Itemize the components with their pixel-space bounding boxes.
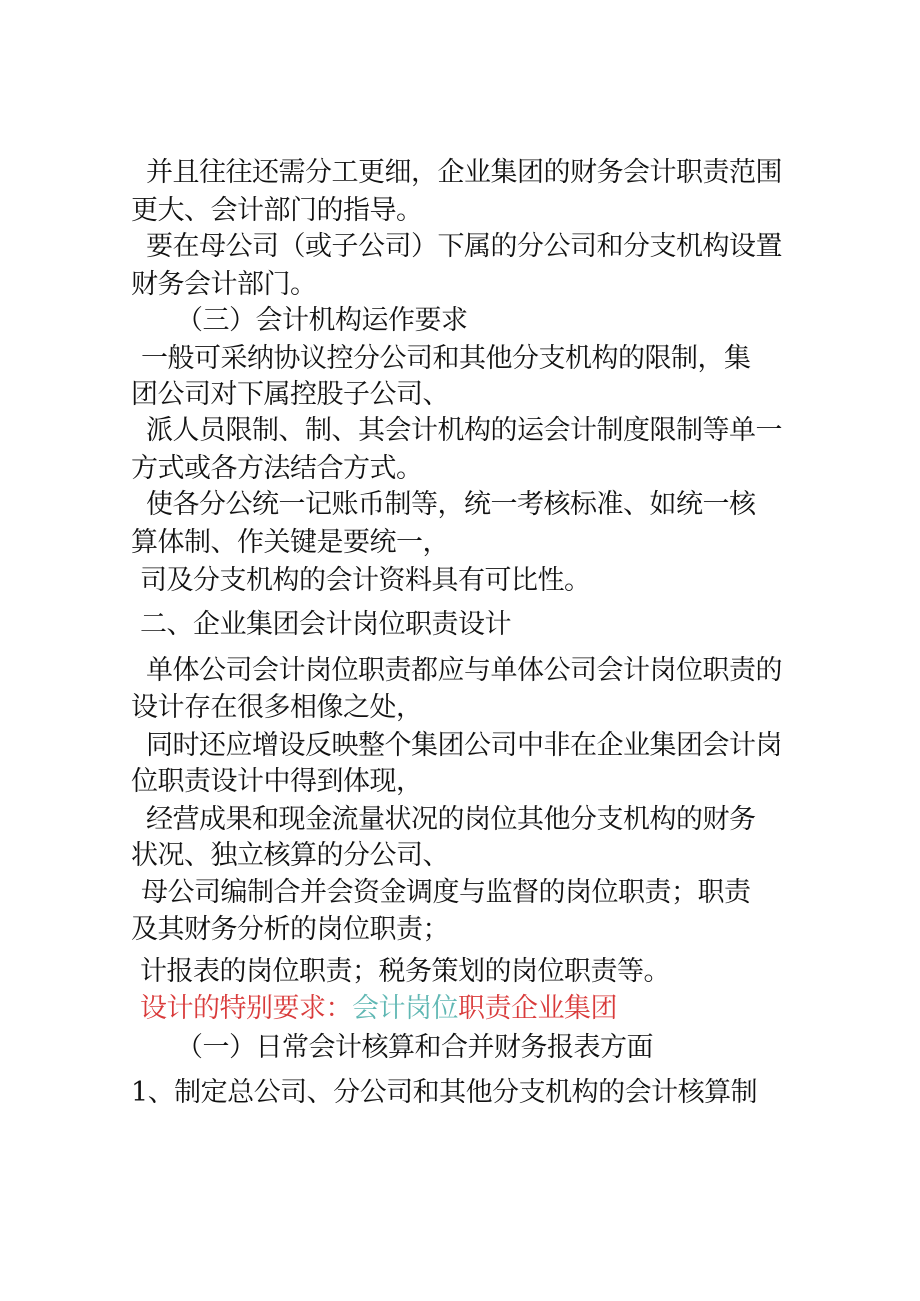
text-line-10: 使各分公统一记账币制等，统一考核标准、如统一核 [146, 489, 756, 520]
text-line-19: 状况、独立核算的分公司、 [131, 840, 449, 871]
section-heading-3: （三）会计机构运作要求 [176, 305, 468, 336]
text-line-15: 设计存在很多相像之处， [131, 692, 423, 723]
text-line-3: 要在母公司（或子公司）下属的分公司和分支机构设置 [146, 231, 782, 262]
text-line-9: 方式或各方法结合方式。 [131, 453, 423, 484]
special-requirement-red-text: 职责企业集团 [458, 993, 617, 1024]
text-line-7: 团公司对下属控股子公司、 [131, 379, 449, 410]
special-requirement-label: 设计的特别要求： [140, 993, 352, 1024]
text-line-8: 派人员限制、制、其会计机构的运会计制度限制等单一 [146, 415, 782, 446]
text-line-21: 及其财务分析的岗位职责； [131, 914, 449, 945]
text-line-18: 经营成果和现金流量状况的岗位其他分支机构的财务 [146, 804, 756, 835]
text-line-6: 一般可采纳协议控分公司和其他分支机构的限制，集 [141, 343, 751, 374]
numbered-line-text: 、制定总公司、分公司和其他分支机构的会计核算制 [147, 1077, 758, 1108]
section-heading-2: 二、企业集团会计岗位职责设计 [140, 609, 511, 640]
text-line-2: 更大、会计部门的指导。 [131, 195, 423, 226]
text-line-22: 计报表的岗位职责；税务策划的岗位职责等。 [140, 956, 670, 987]
special-requirement-teal-text: 会计岗位 [352, 993, 458, 1024]
special-requirement-line [140, 991, 617, 1027]
text-line-11: 算体制、作关键是要统一， [131, 527, 449, 558]
subheading-1: （一）日常会计核算和合并财务报表方面 [176, 1032, 653, 1063]
text-line-1: 并且往往还需分工更细，企业集团的财务会计职责范围 [146, 157, 782, 188]
text-line-17: 位职责设计中得到体现， [131, 766, 423, 797]
numbered-line-1 [131, 1075, 757, 1111]
text-line-14: 单体公司会计岗位职责都应与单体公司会计岗位职责的 [146, 655, 782, 686]
text-line-12: 司及分支机构的会计资料具有可比性。 [140, 565, 591, 596]
text-line-20: 母公司编制合并会资金调度与监督的岗位职责；职责 [141, 877, 751, 908]
text-line-4: 财务会计部门。 [131, 269, 317, 300]
text-line-16: 同时还应增设反映整个集团公司中非在企业集团会计岗 [146, 730, 782, 761]
item-number: 1 [131, 1077, 148, 1108]
